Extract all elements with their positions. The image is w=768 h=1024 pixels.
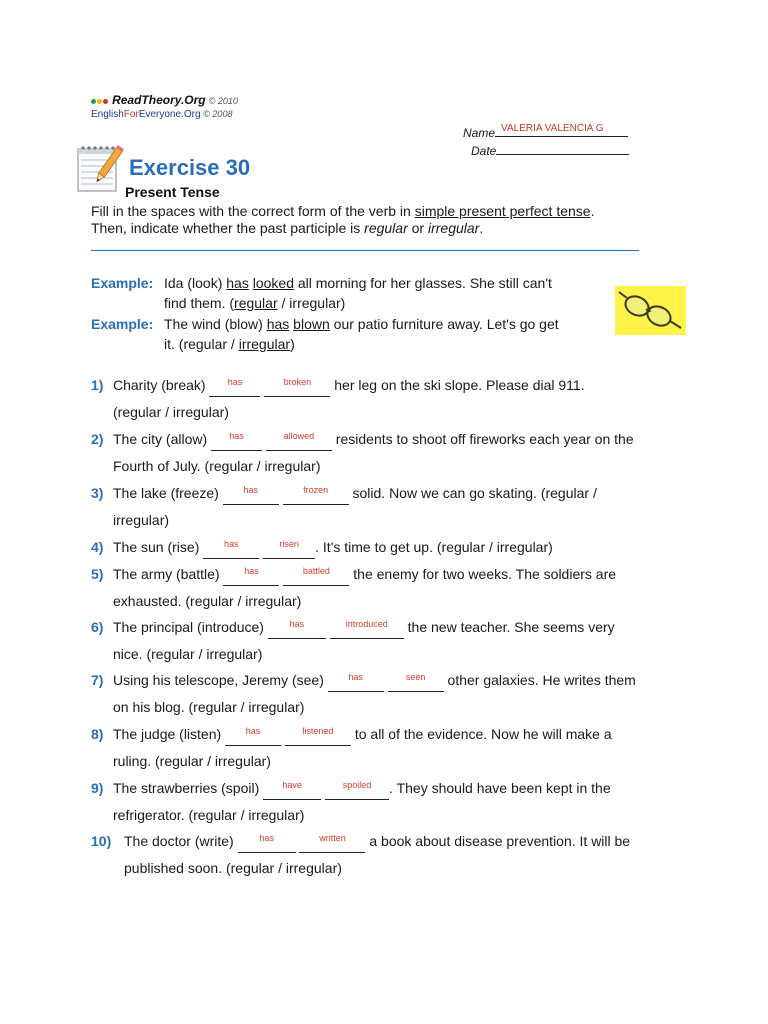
readtheory-logo — [91, 93, 238, 107]
efe-english: English — [91, 109, 124, 120]
question-text: . They should have been kept in the — [389, 780, 611, 796]
question-number: 5) — [91, 566, 104, 582]
answer-aux: has — [229, 431, 244, 441]
answer-blank-aux[interactable] — [203, 539, 259, 559]
answer-blank-participle[interactable] — [266, 431, 332, 451]
example-text: all morning for her glasses. She still can't — [293, 275, 552, 291]
question-text: other galaxies. He writes them — [443, 672, 636, 688]
question-text: a book about disease prevention. It will be — [365, 833, 631, 849]
question-5 — [91, 561, 616, 615]
question-text: The doctor (write) — [124, 833, 238, 849]
question-6 — [91, 614, 615, 668]
question-4 — [91, 534, 553, 561]
question-text: Using his telescope, Jeremy (see) — [113, 672, 328, 688]
exercise-subtitle: Present Tense — [125, 184, 220, 200]
example-text: Ida (look) — [164, 275, 227, 291]
answer-blank-participle[interactable] — [285, 726, 351, 746]
answer-aux: has — [348, 672, 364, 682]
instructions-line-1 — [91, 203, 594, 220]
answer-blank-aux[interactable] — [328, 672, 384, 692]
efe-copyright: © 2008 — [203, 109, 233, 119]
question-line — [91, 372, 585, 399]
answer-blank-aux[interactable] — [223, 485, 279, 505]
answer-blank-aux[interactable] — [268, 619, 326, 639]
answer-aux: has — [259, 833, 274, 843]
example-answer: regular — [234, 295, 278, 311]
date-row — [471, 142, 629, 158]
question-line — [91, 426, 634, 453]
answer-blank-participle[interactable] — [283, 566, 349, 586]
question-text: the new teacher. She seems very — [403, 619, 615, 635]
exercise-title: Exercise 30 — [129, 155, 251, 180]
example-1 — [91, 273, 552, 313]
question-text: The sun (rise) — [113, 539, 204, 555]
answer-blank-aux[interactable] — [225, 726, 281, 746]
question-text: The army (battle) — [113, 566, 224, 582]
answer-blank-aux[interactable] — [223, 566, 279, 586]
example-label: Example: — [91, 316, 154, 332]
question-number: 8) — [91, 726, 104, 742]
efe-org: .Org — [181, 109, 201, 120]
question-line-2: exhausted. (regular / irregular) — [113, 593, 302, 609]
question-number: 7) — [91, 672, 104, 688]
example-text: it. (regular / — [164, 336, 239, 352]
example-aux: has — [226, 275, 249, 291]
question-line — [91, 667, 636, 694]
answer-blank-aux[interactable] — [209, 377, 260, 397]
answer-aux: have — [282, 780, 302, 790]
answer-participle: introduced — [345, 619, 388, 629]
answer-blank-participle[interactable] — [264, 377, 330, 397]
yellow-dot — [97, 99, 102, 104]
name-row — [463, 124, 628, 140]
example-text: The wind (blow) — [164, 316, 267, 332]
question-line-2: refrigerator. (regular / irregular) — [113, 807, 305, 823]
question-2 — [91, 426, 634, 480]
question-1 — [91, 372, 585, 426]
logo-dots — [91, 95, 109, 107]
answer-aux: has — [227, 377, 243, 387]
question-text: her leg on the ski slope. Please dial 911. — [330, 377, 585, 393]
efe-everyone: Everyone — [138, 109, 182, 120]
question-text: . It's time to get up. (regular / irregular) — [315, 539, 553, 555]
question-line-2: (regular / irregular) — [113, 404, 229, 420]
question-text: residents to shoot off fireworks each year on the — [331, 431, 634, 447]
green-dot — [91, 99, 96, 104]
question-line-2: published soon. (regular / irregular) — [124, 860, 342, 876]
instr-text: Fill in the spaces with the correct form of the verb in — [91, 203, 415, 219]
answer-blank-aux[interactable] — [238, 833, 296, 853]
question-text: Charity (break) — [113, 377, 210, 393]
answer-participle: written — [319, 833, 346, 843]
question-text: The lake (freeze) — [113, 485, 223, 501]
answer-participle: seen — [405, 672, 426, 682]
example-participle: blown — [293, 316, 330, 332]
example-line — [91, 334, 559, 354]
name-value: VALERIA VALENCIA G — [501, 123, 604, 134]
question-text: The principal (introduce) — [113, 619, 268, 635]
answer-participle: risen — [279, 539, 299, 549]
question-7 — [91, 667, 636, 721]
answer-blank-participle[interactable] — [263, 539, 315, 559]
example-answer: irregular — [238, 336, 291, 352]
answer-participle: frozen — [303, 485, 329, 495]
instr-or: or — [407, 220, 428, 236]
question-3 — [91, 480, 597, 534]
notepad-pencil-icon — [74, 143, 126, 195]
question-line-2: Fourth of July. (regular / irregular) — [113, 458, 321, 474]
example-text: / irregular) — [277, 295, 346, 311]
answer-participle: allowed — [283, 431, 315, 441]
question-number: 9) — [91, 780, 104, 796]
answer-aux: has — [243, 485, 258, 495]
name-field[interactable] — [495, 124, 628, 137]
question-10 — [91, 828, 630, 882]
efe-for: For — [123, 109, 139, 120]
answer-aux: has — [289, 619, 305, 629]
question-number: 3) — [91, 485, 104, 501]
instructions-line-2 — [91, 220, 594, 237]
answer-aux: has — [244, 566, 259, 576]
answer-blank-participle[interactable] — [299, 833, 365, 853]
question-line — [91, 480, 597, 507]
answer-blank-participle[interactable] — [330, 619, 404, 639]
question-line — [91, 614, 615, 641]
question-line — [91, 534, 553, 561]
answer-aux: has — [223, 539, 239, 549]
question-number: 4) — [91, 539, 104, 555]
question-text: The strawberries (spoil) — [113, 780, 264, 796]
question-line — [91, 561, 616, 588]
answer-participle: broken — [283, 377, 312, 387]
instr-period: . — [590, 203, 595, 219]
question-text: solid. Now we can go skating. (regular / — [348, 485, 597, 501]
question-number: 6) — [91, 619, 104, 635]
example-line — [91, 273, 552, 293]
date-label: Date — [471, 144, 497, 158]
readtheory-copyright: © 2010 — [208, 96, 238, 106]
question-text: to all of the evidence. Now he will make a — [350, 726, 612, 742]
question-number: 10) — [91, 833, 112, 849]
answer-blank-participle[interactable] — [388, 672, 444, 692]
question-line — [91, 775, 611, 802]
answer-blank-participle[interactable] — [283, 485, 349, 505]
question-line-2: nice. (regular / irregular) — [113, 646, 263, 662]
question-9 — [91, 775, 611, 829]
answer-blank-aux[interactable] — [263, 780, 321, 800]
example-line — [91, 293, 552, 313]
example-text: our patio furniture away. Let's go get — [329, 316, 559, 332]
answer-aux: has — [245, 726, 261, 736]
question-number: 1) — [91, 377, 104, 393]
glasses-image — [615, 286, 686, 335]
readtheory-name: ReadTheory.Org — [112, 93, 206, 107]
example-text: find them. ( — [164, 295, 235, 311]
question-text: the enemy for two weeks. The soldiers are — [349, 566, 617, 582]
instr-text: Then, indicate whether the past participle is — [91, 220, 365, 236]
answer-participle: battled — [302, 566, 330, 576]
englishforeveryone-logo — [91, 109, 232, 120]
example-text: ) — [290, 336, 295, 352]
example-2 — [91, 314, 559, 354]
instr-irregular: irregular — [427, 220, 480, 236]
name-label: Name — [463, 126, 496, 140]
question-number: 2) — [91, 431, 104, 447]
divider — [91, 250, 639, 251]
instr-period: . — [479, 220, 484, 236]
answer-blank-participle[interactable] — [325, 780, 389, 800]
instr-regular: regular — [364, 220, 408, 236]
question-line — [91, 828, 630, 855]
question-text: The city (allow) — [113, 431, 212, 447]
question-line-2: ruling. (regular / irregular) — [113, 753, 271, 769]
question-line — [91, 721, 612, 748]
question-line-2: irregular) — [113, 512, 170, 528]
example-participle: looked — [252, 275, 294, 291]
question-line-2: on his blog. (regular / irregular) — [113, 699, 305, 715]
instructions — [91, 203, 594, 237]
date-field[interactable] — [496, 142, 629, 155]
example-line — [91, 314, 559, 334]
question-8 — [91, 721, 612, 775]
question-text: The judge (listen) — [113, 726, 226, 742]
answer-participle: spoiled — [342, 780, 372, 790]
answer-blank-aux[interactable] — [211, 431, 262, 451]
example-label: Example: — [91, 275, 154, 291]
example-aux: has — [266, 316, 290, 332]
instr-tense: simple present perfect tense — [414, 203, 591, 219]
red-dot — [103, 99, 108, 104]
answer-participle: listened — [302, 726, 334, 736]
